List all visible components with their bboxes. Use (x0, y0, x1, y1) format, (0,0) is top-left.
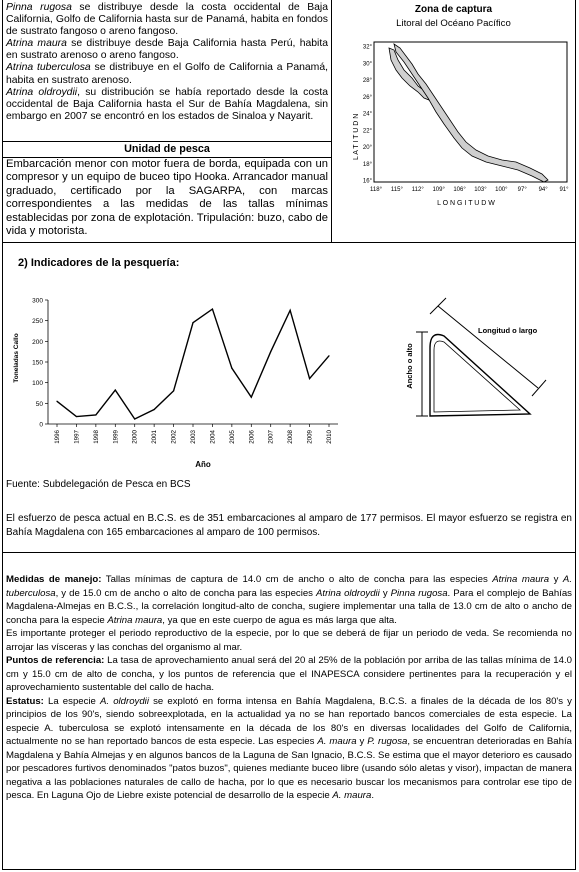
map-title: Zona de captura (414, 4, 493, 15)
map-lon-tick: 109° (432, 187, 445, 193)
chart-ylabel: Toneladas Callo (13, 333, 20, 383)
chart-x-tick-label: 2003 (190, 430, 197, 444)
chart-data-point (95, 414, 96, 415)
top-block-bottom-rule (2, 242, 576, 243)
shell-inner (434, 341, 520, 412)
estatus-label: Estatus: (6, 695, 44, 707)
map-lat-tick: 20° (362, 145, 372, 151)
chart-data-point (56, 401, 57, 402)
chart-data-point (212, 308, 213, 309)
chart-y-tick-label: 50 (35, 400, 43, 408)
top-column-divider (331, 0, 332, 242)
species-name: Atrina oldroydii (6, 86, 78, 98)
chart-data-point (270, 351, 271, 352)
mainland-coast-zone (394, 44, 548, 182)
length-arrow-cap2 (532, 380, 546, 396)
effort-text: El esfuerzo de pesca actual en B.C.S. es de 351 embarcaciones al amparo de 177 permisos. El mayor esfuerzo se registra en Bahía Magdalena con 165 embarcaciones al amparo de 100 permisos. (6, 513, 572, 538)
chart-data-point (134, 418, 135, 419)
chart-data-point (231, 368, 232, 369)
map-lon-tick: 91° (559, 187, 569, 193)
veda-text: Es importante proteger el periodo reproductivo de la especie, por lo que se deberá de fijar un periodo de veda. Se recomienda no arrojar las vísceras y las conchas del organismo al mar. (6, 628, 572, 653)
chart-y-tick-label: 300 (32, 297, 43, 305)
page-bottom-border (2, 869, 576, 870)
map-lon-tick: 94° (538, 187, 548, 193)
species-name: Pinna rugosa (6, 2, 72, 13)
unidad-top-rule (2, 141, 332, 142)
map-lat-tick: 32° (362, 44, 372, 51)
map-lon-tick: 97° (517, 187, 527, 193)
map-lon-tick: 118° (370, 187, 382, 193)
chart-series-line (57, 309, 329, 419)
length-arrow-cap (430, 298, 446, 314)
chart-x-tick-label: 2001 (151, 430, 159, 444)
chart-data-point (309, 378, 310, 379)
chart-data-point (115, 390, 116, 391)
chart-x-tick-label: 2005 (228, 430, 236, 444)
shell-outline (430, 335, 530, 417)
chart-x-tick-label: 1999 (112, 430, 120, 444)
capture-zone-map (334, 34, 574, 240)
map-lon-axis-label: L O N G I T U D W (437, 200, 495, 207)
unidad-body: Embarcación menor con motor fuera de borda, equipada con un compresor y un equipo de buceo tipo Hooka. Arrancador manual graduado, certificado por la SAGARPA, con marcas correspondientes a las medidas de las tallas mínimas establecidas por zona de explotación. Tripulación: buzo, cabo de vida y motorista. (6, 158, 328, 238)
species-name: Atrina tuberculosa (6, 62, 91, 74)
species-name: Atrina maura (6, 38, 67, 50)
chart-y-tick-label: 100 (32, 380, 43, 388)
chart-data-point (76, 416, 77, 417)
map-lat-tick: 16° (362, 178, 372, 185)
catch-chart (8, 290, 348, 470)
chart-x-tick-label: 2000 (131, 430, 139, 444)
chart-x-tick-label: 2006 (248, 430, 256, 444)
chart-x-tick-label: 2004 (209, 430, 217, 444)
species-distribution: Pinna rugosa se distribuye desde la costa occidental de Baja California, Golfo de California hasta sur de Panamá, habita en fondos de sustrato fangoso o areno fangoso. Atrina maura se distribuye desde Baja California hasta Perú, habita en sustrato arenoso o areno fangoso. Atrina tuberculosa se distribuye en el Golfo de California a Panamá, habita en sustrato arenoso. Atrina oldroydii, su distribución se había reportado desde la costa occidental de Baja California hasta el Sur de Bahía Magdalena, sin embargo en 2007 se encontró en los estados de Sinaloa y Nayarit. (6, 2, 329, 122)
map-lon-tick: 112° (411, 187, 424, 193)
medidas-label: Medidas de manejo: (6, 574, 102, 585)
section2-title: 2) Indicadores de la pesquería: (18, 257, 180, 269)
chart-x-tick-label: 2009 (306, 430, 314, 444)
map-lat-tick: 28° (362, 78, 372, 84)
map-lat-tick: 26° (362, 94, 372, 101)
chart-xlabel: Año (195, 460, 211, 469)
management-top-rule (2, 552, 576, 553)
map-lat-tick: 22° (362, 128, 372, 135)
map-subtitle: Litoral del Océano Pacífico (396, 18, 511, 29)
chart-y-tick-label: 200 (32, 338, 43, 346)
chart-x-tick-label: 2010 (326, 430, 333, 444)
page-right-border (575, 0, 576, 870)
map-lon-tick: 103° (474, 187, 487, 193)
chart-data-point (251, 397, 252, 398)
unidad-title: Unidad de pesca (124, 143, 210, 155)
chart-source: Fuente: Subdelegación de Pesca en BCS (6, 479, 191, 490)
length-label: Longitud o largo (478, 326, 538, 335)
chart-x-tick-label: 1996 (54, 430, 61, 444)
chart-data-point (154, 409, 155, 410)
width-label: Ancho o alto (405, 343, 414, 389)
chart-y-tick-label: 250 (32, 318, 43, 326)
chart-data-point (290, 310, 291, 311)
chart-y-tick-label: 150 (32, 359, 43, 367)
map-lat-axis-label: L A T I T U D N (353, 113, 360, 160)
chart-x-tick-label: 2007 (267, 430, 275, 444)
chart-data-point (328, 355, 329, 356)
map-frame (374, 42, 567, 182)
map-lat-tick: 18° (362, 161, 372, 168)
map-lon-tick: 100° (495, 187, 508, 193)
baja-california-peninsula (389, 48, 429, 100)
page-left-border (2, 0, 3, 870)
chart-y-tick-label: 0 (39, 421, 43, 429)
chart-x-tick-label: 2002 (170, 430, 178, 444)
puntos-label: Puntos de referencia: (6, 655, 105, 666)
shell-diagram (400, 296, 565, 426)
chart-x-tick-label: 1997 (73, 430, 81, 444)
map-lon-tick: 115° (390, 187, 403, 193)
map-lat-ticks (363, 45, 373, 185)
management-text: Medidas de manejo: Tallas mínimas de captura de 14.0 cm de ancho o alto de concha para las especies Atrina maura y A. tuberculosa, y de 15.0 cm de ancho o alto de concha para las especies Atrina oldroydii y Pinna rugosa. Para el complejo de Bahías Magdalena-Almejas en B.C.S., la correlación longitud-alto de concha, sugiere implementar una talla de 13.0 cm de alto o ancho de concha para la especie Atrina maura, ya que en este cuerpo de agua es más larga que alta. Es importante proteger el periodo reproductivo de la especie, por lo que se deberá de fijar un periodo de veda. Se recomienda no arrojar las vísceras y las conchas del organismo al mar. Puntos de referencia: La tasa de aprovechamiento anual será del 20 al 25% de la población por arriba de las tallas mínima de 14.0 cm y 15.0 cm de alto de concha, y los puntos de referencia que el INAPESCA considere pertinentes para la recuperación y el aprovechamiento sustentable del callo de hacha. Estatus: La especie A. oldroydii se explotó en forma intensa en Bahía Magdalena, B.C.S. a finales de la década de los 80's y principios de los 90's, siendo sobreexplotada, en la actualidad ya no se han reportado bancos comerciales de esta especie. La especie A. tuberculosa se explotó intensamente en la década de los 80's en diversas localidades del Golfo de California, actualmente no se han reportado bancos de esta especie. Las especies A. maura y P. rugosa, se encuentran deterioradas en Bahía Magdalena y Bahía Almejas y en algunos bancos de la Laguna de San Ignacio, B.C.S. Se estima que el mayor deterioro es causado por pescadores furtivos denominados "patos buzos", quienes mediante buceo libre (usando sólo aletas y visor), impactan de manera negativa a las poblaciones naturales de callo de hacha, por lo que es necesario buscar los mecanismos para controlar ese tipo de pesca. En Laguna Ojo de Liebre existe potencial de desarrollo de la especie A. maura. (6, 574, 572, 801)
map-lat-tick: 30° (362, 61, 372, 68)
chart-data-point (173, 390, 174, 391)
chart-x-tick-label: 2008 (287, 430, 295, 444)
map-lon-tick: 106° (453, 187, 466, 193)
map-lon-ticks (370, 187, 569, 193)
chart-x-tick-label: 1998 (92, 430, 100, 444)
chart-data-point (192, 322, 193, 323)
map-lat-tick: 24° (362, 111, 372, 118)
